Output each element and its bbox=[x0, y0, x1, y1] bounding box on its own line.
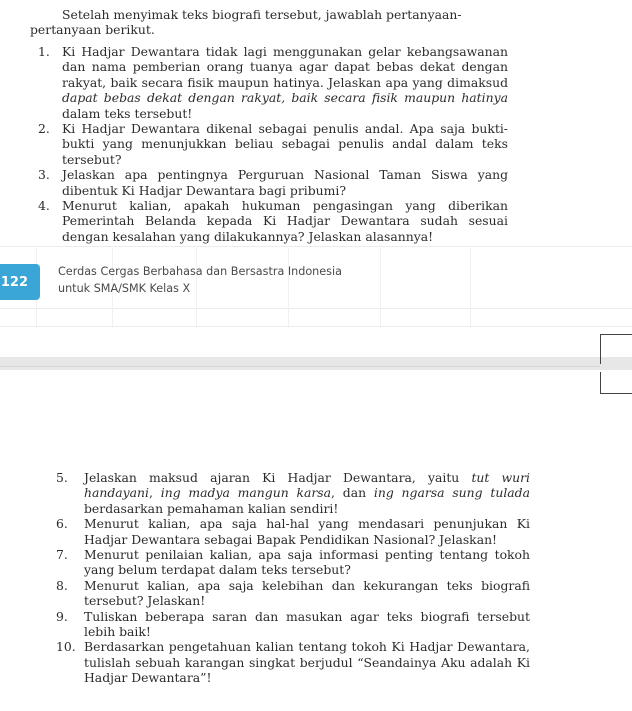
page-number: 122 bbox=[0, 274, 28, 290]
background-gridline bbox=[470, 248, 471, 328]
question-text: Berdasarkan pengetahuan kalian tentang tokoh Ki Hadjar Dewantara, tulislah sebuah karangan singkat berjudul “Seandainya Aku adalah Ki Hadjar Dewantara”! bbox=[84, 639, 530, 686]
question-number: 5. bbox=[56, 470, 68, 485]
question-number: 3. bbox=[38, 167, 50, 183]
page-upper bbox=[0, 0, 632, 300]
question-number: 10. bbox=[56, 639, 76, 655]
question-number: 6. bbox=[56, 516, 68, 532]
question-number: 4. bbox=[38, 198, 50, 214]
page-footer bbox=[58, 264, 342, 297]
crop-mark bbox=[600, 334, 632, 364]
question-number: 7. bbox=[56, 547, 68, 563]
background-gridline bbox=[0, 326, 632, 327]
instruction-line-1: Setelah menyimak teks biografi tersebut, jawablah pertanyaan- bbox=[62, 7, 462, 22]
question-text: , bbox=[149, 485, 161, 501]
question-text: dalam teks tersebut! bbox=[62, 105, 193, 121]
background-gridline bbox=[0, 246, 632, 247]
question-item bbox=[30, 121, 508, 167]
question-item bbox=[54, 639, 530, 685]
question-number: 1. bbox=[38, 44, 50, 59]
question-text: , dan bbox=[331, 485, 374, 501]
crop-mark bbox=[600, 372, 632, 394]
question-text: Tuliskan beberapa saran dan masukan agar teks biografi tersebut lebih baik! bbox=[84, 608, 530, 640]
question-text: Ki Hadjar Dewantara dikenal sebagai penulis andal. Apa saja bukti-bukti yang menunjukkan beliau sebagai penulis andal dalam teks tersebut? bbox=[62, 121, 508, 167]
page-number-badge bbox=[0, 264, 40, 300]
question-text: Jelaskan apa pentingnya Perguruan Nasional Taman Siswa yang dibentuk Ki Hadjar Dewantara bagi pribumi? bbox=[62, 167, 508, 198]
background-gridline bbox=[0, 308, 632, 309]
question-item bbox=[54, 470, 530, 516]
question-term-italic: dapat bebas dekat dengan rakyat, baik secara fisik maupun hatinya bbox=[62, 90, 508, 106]
question-item bbox=[30, 167, 508, 198]
question-text: Menurut penilaian kalian, apa saja informasi penting tentang tokoh yang belum terdapat dalam teks tersebut? bbox=[84, 547, 530, 578]
background-gridline bbox=[380, 248, 381, 328]
question-item bbox=[54, 578, 530, 609]
question-item bbox=[54, 547, 530, 578]
question-number: 9. bbox=[56, 608, 68, 624]
question-item bbox=[30, 44, 508, 121]
question-term-italic: ing ngarsa sung tulada bbox=[373, 485, 531, 501]
question-text: Menurut kalian, apa saja hal-hal yang mendasari penunjukan Ki Hadjar Dewantara sebagai Bapak Pendidikan Nasional? Jelaskan! bbox=[84, 516, 530, 547]
question-term-italic: tut wuri handayani bbox=[84, 470, 530, 501]
question-item bbox=[30, 198, 508, 244]
question-number: 2. bbox=[38, 121, 50, 137]
question-text: Menurut kalian, apakah hukuman pengasingan yang diberikan Pemerintah Belanda kepada Ki Hadjar Dewantara sudah sesuai dengan kesalahan yang dilakukannya? Jelaskan alasannya! bbox=[62, 198, 508, 244]
question-number: 8. bbox=[56, 577, 68, 593]
question-text: berdasarkan pemahaman kalian sendiri! bbox=[84, 500, 339, 516]
separator-rule bbox=[0, 366, 600, 367]
question-list-part-2 bbox=[54, 470, 530, 686]
question-text: Menurut kalian, apa saja kelebihan dan kekurangan teks biografi tersebut? Jelaskan! bbox=[84, 577, 530, 609]
question-text: Jelaskan maksud ajaran Ki Hadjar Dewantara, yaitu bbox=[84, 470, 472, 485]
instruction-line-2: pertanyaan berikut. bbox=[30, 22, 155, 38]
book-subtitle: untuk SMA/SMK Kelas X bbox=[58, 281, 191, 295]
question-list-part-1 bbox=[30, 44, 508, 244]
question-text: Ki Hadjar Dewantara tidak lagi menggunakan gelar kebangsawanan dan nama pemberian orang tuanya agar dapat bebas dekat dengan rakyat, baik secara fisik maupun hatinya. Jelaskan apa yang dimaksud bbox=[62, 44, 508, 90]
instruction-paragraph bbox=[30, 7, 508, 38]
page-separator bbox=[0, 357, 632, 370]
question-item bbox=[54, 516, 530, 547]
question-term-italic: ing madya mangun karsa bbox=[160, 485, 332, 501]
question-item bbox=[54, 609, 530, 640]
book-title: Cerdas Cergas Berbahasa dan Bersastra Indonesia bbox=[58, 265, 342, 278]
